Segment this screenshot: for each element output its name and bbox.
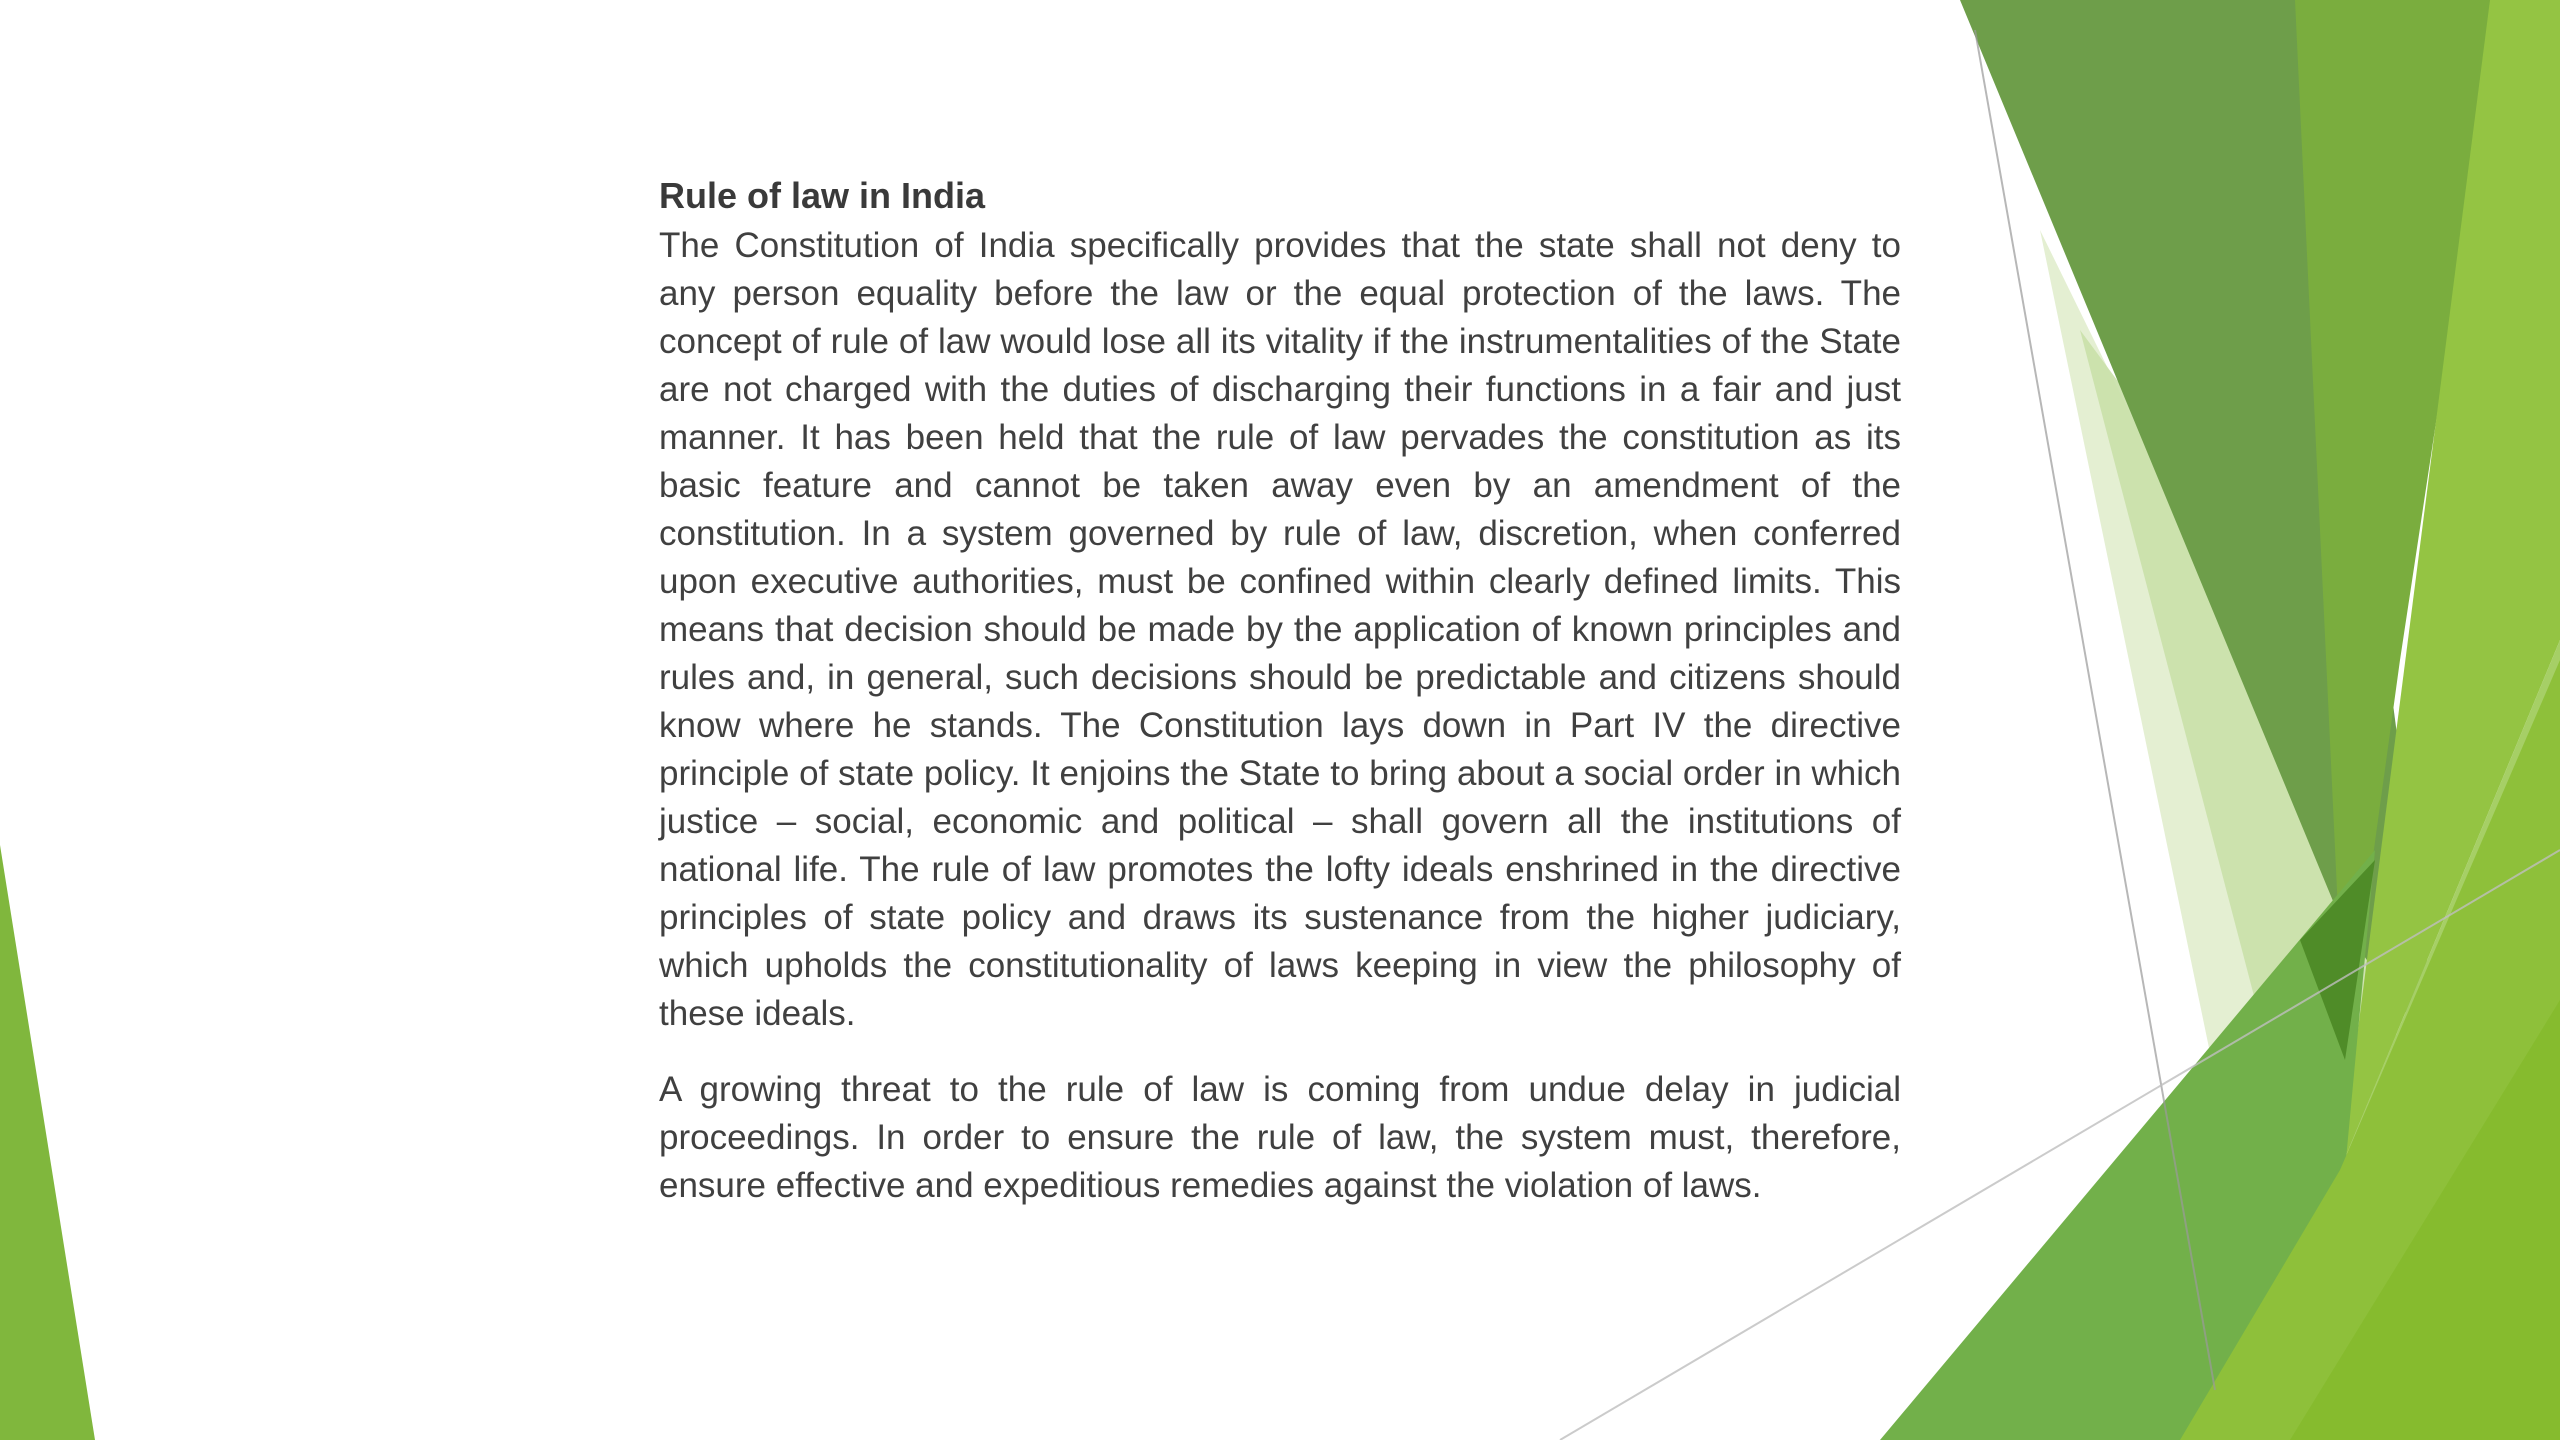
paragraph-rule-of-law: The Constitution of India specifically provides that the state shall not deny to any person equality before the law or the equal protection of the laws. The concept of rule of law would lose all its vitality if the instrumentalities of the State are not charged with the duties of discharging their functions in a fair and just manner. It has been held that the rule of law pervades the constitution as its basic feature and cannot be taken away even by an amendment of the constitution. In a system governed by rule of law, discretion, when conferred upon executive authorities, must be confined within clearly defined limits. This means that decision should be made by the application of known principles and rules and, in general, such decisions should be predictable and citizens should know where he stands. The Constitution lays down in Part IV the directive principle of state policy. It enjoins the State to bring about a social order in which justice – social, economic and political – shall govern all the institutions of national life. The rule of law promotes the lofty ideals enshrined in the directive principles of state policy and draws its sustenance from the higher judiciary, which upholds the constitutionality of laws keeping in view the philosophy of these ideals. bbox=[659, 226, 1901, 1033]
slide-heading: Rule of law in India bbox=[659, 175, 986, 216]
left-green-sliver bbox=[0, 845, 95, 1440]
paragraph-judicial-delay: A growing threat to the rule of law is coming from undue delay in judicial proceedings. In order to ensure the rule of law, the system must, therefore, ensure effective and expeditious remedies against the violation of laws. bbox=[659, 1070, 1901, 1205]
slide-content bbox=[659, 170, 1901, 1210]
